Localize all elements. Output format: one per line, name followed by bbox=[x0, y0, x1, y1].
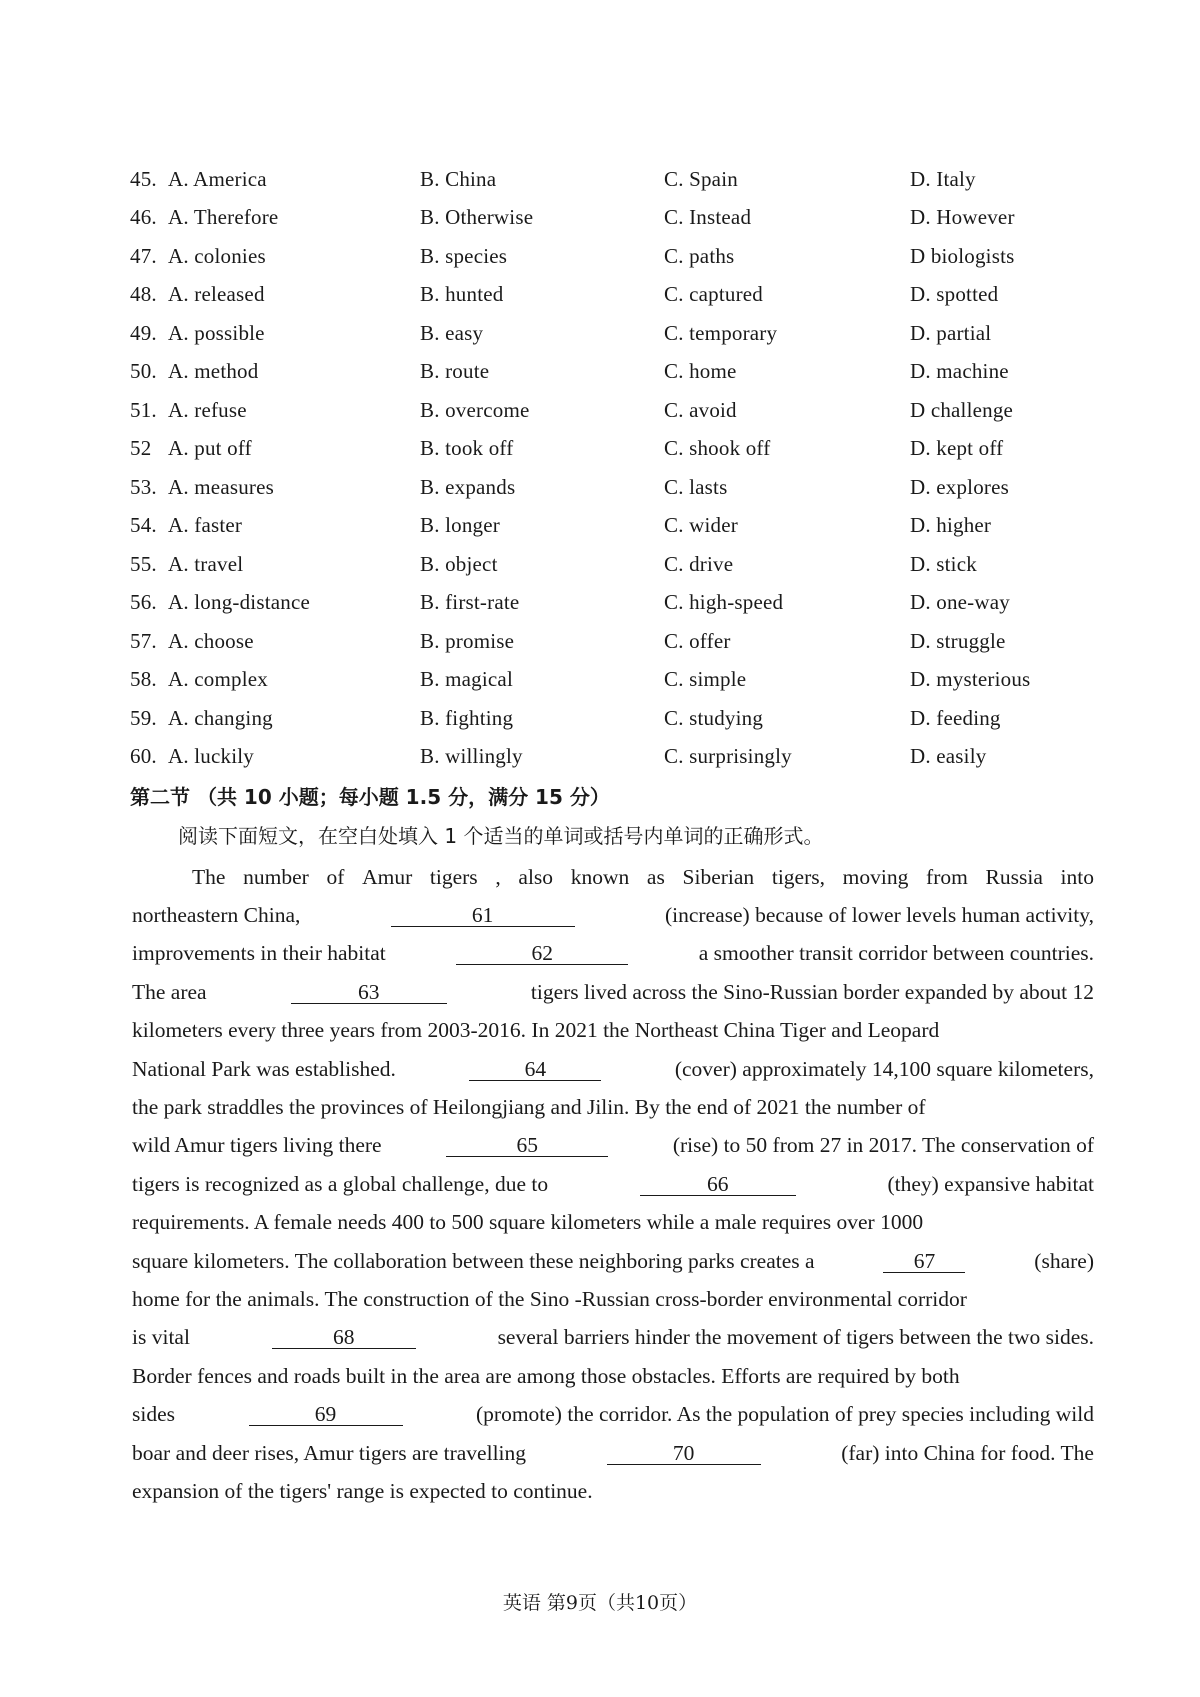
option-d[interactable]: D. feeding bbox=[910, 705, 1001, 730]
passage-word: tigers, bbox=[771, 864, 825, 889]
passage-text: National Park was established. bbox=[132, 1056, 396, 1081]
question-row bbox=[130, 661, 1090, 700]
question-number: 51. bbox=[130, 397, 157, 422]
blank-68[interactable]: 68 bbox=[272, 1326, 416, 1349]
passage-text: sides bbox=[132, 1402, 175, 1427]
passage-text: requirements. A female needs 400 to 500 square kilometers while a male requires over 1000 bbox=[132, 1210, 924, 1235]
option-c[interactable]: C. Spain bbox=[664, 166, 738, 191]
passage-word: as bbox=[646, 864, 665, 889]
page-footer: 英语 第9页（共10页） bbox=[502, 1592, 698, 1614]
passage-word: Siberian bbox=[682, 864, 755, 889]
passage-text: a smoother transit corridor between countries. bbox=[698, 941, 1094, 966]
question-row bbox=[130, 622, 1090, 661]
option-c[interactable]: C. drive bbox=[664, 551, 734, 576]
passage-word: The bbox=[192, 864, 226, 889]
passage-text: improvements in their habitat bbox=[132, 941, 386, 966]
passage-line bbox=[132, 1280, 1094, 1318]
option-c[interactable]: C. paths bbox=[664, 243, 735, 268]
option-a[interactable]: A. possible bbox=[168, 320, 265, 345]
section-title: 第二节 （共 10 小题；每小题 1.5 分，满分 15 分） bbox=[130, 785, 610, 809]
passage-text: boar and deer rises, Amur tigers are travelling bbox=[132, 1440, 527, 1465]
passage-word: from bbox=[926, 864, 968, 889]
question-number: 53. bbox=[130, 474, 157, 499]
passage-text: tigers lived across the Sino-Russian border expanded by about 12 bbox=[530, 979, 1094, 1004]
option-d[interactable]: D. one-way bbox=[910, 590, 1010, 615]
option-b[interactable]: B. route bbox=[420, 359, 490, 384]
option-a[interactable]: A. America bbox=[168, 166, 267, 191]
option-b[interactable]: B. species bbox=[420, 243, 508, 268]
question-number: 59. bbox=[130, 705, 157, 730]
passage-line bbox=[132, 1088, 1094, 1126]
passage-line bbox=[132, 1472, 1094, 1510]
option-c[interactable]: C. lasts bbox=[664, 474, 728, 499]
question-row bbox=[130, 276, 1090, 315]
passage-text: (share) bbox=[1034, 1248, 1094, 1273]
passage-word: tigers bbox=[429, 864, 478, 889]
passage-line bbox=[132, 1395, 1094, 1433]
question-number: 46. bbox=[130, 205, 157, 230]
passage-word: Russia bbox=[985, 864, 1043, 889]
passage-text: tigers is recognized as a global challenge, due to bbox=[132, 1171, 549, 1196]
option-b[interactable]: B. hunted bbox=[420, 282, 504, 307]
question-row bbox=[130, 507, 1090, 546]
option-b[interactable]: B. willingly bbox=[420, 744, 523, 769]
question-row bbox=[130, 545, 1090, 584]
option-a[interactable]: A. faster bbox=[168, 513, 243, 538]
option-b[interactable]: B. easy bbox=[420, 320, 484, 345]
option-d[interactable]: D. partial bbox=[910, 320, 992, 345]
answer-options-table bbox=[130, 160, 1090, 776]
option-a[interactable]: A. Therefore bbox=[168, 205, 279, 230]
option-d[interactable]: D. stick bbox=[910, 551, 977, 576]
option-c[interactable]: C. Instead bbox=[664, 205, 752, 230]
option-a[interactable]: A. travel bbox=[168, 551, 244, 576]
passage-line bbox=[132, 973, 1094, 1011]
passage-line bbox=[132, 1127, 1094, 1165]
question-number: 56. bbox=[130, 590, 157, 615]
reading-passage bbox=[132, 858, 1094, 1511]
question-row bbox=[130, 391, 1090, 430]
passage-text: (promote) the corridor. As the population of prey species including wild bbox=[476, 1402, 1094, 1427]
question-number: 55. bbox=[130, 551, 157, 576]
passage-text: (increase) because of lower levels human activity, bbox=[664, 903, 1094, 928]
option-b[interactable]: B. first-rate bbox=[420, 590, 520, 615]
blank-67[interactable]: 67 bbox=[883, 1250, 965, 1273]
option-a[interactable]: A. changing bbox=[168, 705, 273, 730]
passage-text: northeastern China, bbox=[132, 903, 301, 928]
option-c[interactable]: C. wider bbox=[664, 513, 738, 538]
option-d[interactable]: D. higher bbox=[910, 513, 992, 538]
passage-text: kilometers every three years from 2003-2016. In 2021 the Northeast China Tiger and Leopard bbox=[132, 1018, 940, 1043]
passage-word: of bbox=[326, 864, 345, 889]
question-number: 58. bbox=[130, 667, 157, 692]
question-number: 60. bbox=[130, 744, 157, 769]
option-a[interactable]: A. put off bbox=[168, 436, 252, 461]
option-b[interactable]: B. overcome bbox=[420, 397, 530, 422]
option-d[interactable]: D. mysterious bbox=[910, 667, 1031, 692]
option-d[interactable]: D. explores bbox=[910, 474, 1010, 499]
passage-text: expansion of the tigers' range is expected to continue. bbox=[132, 1478, 593, 1503]
option-d[interactable]: D. However bbox=[910, 205, 1015, 230]
blank-61[interactable]: 61 bbox=[391, 904, 575, 927]
option-b[interactable]: B. expands bbox=[420, 474, 516, 499]
passage-text: is vital bbox=[132, 1325, 190, 1350]
option-b[interactable]: B. China bbox=[420, 166, 497, 191]
passage-text: home for the animals. The construction of the Sino -Russian cross-border environmental corridor bbox=[132, 1286, 967, 1311]
question-number: 49. bbox=[130, 320, 157, 345]
question-number: 52 bbox=[130, 436, 152, 461]
option-c[interactable]: C. shook off bbox=[664, 436, 771, 461]
passage-text: square kilometers. The collaboration between these neighboring parks creates a bbox=[132, 1248, 815, 1273]
option-a[interactable]: A. method bbox=[168, 359, 259, 384]
passage-text: several barriers hinder the movement of tigers between the two sides. bbox=[497, 1325, 1094, 1350]
passage-line bbox=[132, 1319, 1094, 1357]
option-d[interactable]: D. Italy bbox=[910, 166, 976, 191]
blank-66[interactable]: 66 bbox=[640, 1173, 796, 1196]
passage-word: Amur bbox=[362, 864, 413, 889]
passage-line bbox=[132, 1165, 1094, 1203]
question-number: 45. bbox=[130, 166, 157, 191]
passage-word: known bbox=[570, 864, 630, 889]
passage-line bbox=[132, 858, 1094, 896]
option-b[interactable]: B. magical bbox=[420, 667, 513, 692]
option-a[interactable]: A. released bbox=[168, 282, 265, 307]
question-number: 48. bbox=[130, 282, 157, 307]
option-a[interactable]: A. choose bbox=[168, 628, 254, 653]
option-c[interactable]: C. captured bbox=[664, 282, 763, 307]
passage-text: (cover) approximately 14,100 square kilometers, bbox=[674, 1056, 1094, 1081]
blank-69[interactable]: 69 bbox=[249, 1403, 403, 1426]
option-d[interactable]: D. kept off bbox=[910, 436, 1004, 461]
passage-text: (far) into China for food. The bbox=[841, 1440, 1094, 1465]
option-c[interactable]: C. studying bbox=[664, 705, 764, 730]
passage-line bbox=[132, 896, 1094, 934]
question-number: 50. bbox=[130, 359, 157, 384]
passage-line bbox=[132, 1434, 1094, 1472]
option-d[interactable]: D. machine bbox=[910, 359, 1009, 384]
question-row bbox=[130, 584, 1090, 623]
blank-65[interactable]: 65 bbox=[446, 1134, 608, 1157]
passage-line bbox=[132, 1050, 1094, 1088]
question-row bbox=[130, 468, 1090, 507]
question-number: 57. bbox=[130, 628, 157, 653]
passage-word: , bbox=[495, 864, 501, 889]
question-row bbox=[130, 738, 1090, 777]
passage-text: (they) expansive habitat bbox=[887, 1171, 1094, 1196]
option-d[interactable]: D. easily bbox=[910, 744, 987, 769]
passage-text: (rise) to 50 from 27 in 2017. The conservation of bbox=[672, 1133, 1094, 1158]
option-d[interactable]: D. spotted bbox=[910, 282, 999, 307]
blank-70[interactable]: 70 bbox=[607, 1442, 761, 1465]
option-c[interactable]: C. surprisingly bbox=[664, 744, 792, 769]
option-b[interactable]: B. fighting bbox=[420, 705, 514, 730]
question-row bbox=[130, 353, 1090, 392]
option-a[interactable]: A. luckily bbox=[168, 744, 254, 769]
option-c[interactable]: C. simple bbox=[664, 667, 747, 692]
question-row bbox=[130, 199, 1090, 238]
passage-line bbox=[132, 1204, 1094, 1242]
option-c[interactable]: C. avoid bbox=[664, 397, 737, 422]
question-row bbox=[130, 160, 1090, 199]
option-b[interactable]: B. promise bbox=[420, 628, 515, 653]
passage-text: wild Amur tigers living there bbox=[132, 1133, 382, 1158]
passage-text: Border fences and roads built in the area are among those obstacles. Efforts are required by both bbox=[132, 1363, 960, 1388]
option-a[interactable]: A. refuse bbox=[168, 397, 247, 422]
question-row bbox=[130, 699, 1090, 738]
option-b[interactable]: B. object bbox=[420, 551, 498, 576]
passage-text: The area bbox=[132, 979, 207, 1004]
passage-word: moving bbox=[842, 864, 909, 889]
passage-text: the park straddles the provinces of Heilongjiang and Jilin. By the end of 2021 the number of bbox=[132, 1095, 926, 1120]
question-row bbox=[130, 430, 1090, 469]
question-number: 47. bbox=[130, 243, 157, 268]
option-c[interactable]: C. temporary bbox=[664, 320, 778, 345]
blank-62[interactable]: 62 bbox=[456, 942, 628, 965]
option-a[interactable]: A. colonies bbox=[168, 243, 266, 268]
passage-word: number bbox=[243, 864, 309, 889]
passage-line bbox=[132, 935, 1094, 973]
option-d[interactable]: D challenge bbox=[910, 397, 1014, 422]
option-b[interactable]: B. longer bbox=[420, 513, 500, 538]
option-d[interactable]: D. struggle bbox=[910, 628, 1006, 653]
option-c[interactable]: C. offer bbox=[664, 628, 731, 653]
option-a[interactable]: A. measures bbox=[168, 474, 275, 499]
option-c[interactable]: C. high-speed bbox=[664, 590, 784, 615]
option-d[interactable]: D biologists bbox=[910, 243, 1015, 268]
option-b[interactable]: B. Otherwise bbox=[420, 205, 534, 230]
option-a[interactable]: A. complex bbox=[168, 667, 268, 692]
passage-word: into bbox=[1060, 864, 1094, 889]
question-number: 54. bbox=[130, 513, 157, 538]
question-row bbox=[130, 314, 1090, 353]
option-b[interactable]: B. took off bbox=[420, 436, 514, 461]
passage-line bbox=[132, 1242, 1094, 1280]
option-a[interactable]: A. long-distance bbox=[168, 590, 310, 615]
section-instruction: 阅读下面短文，在空白处填入 1 个适当的单词或括号内单词的正确形式。 bbox=[178, 824, 824, 848]
option-c[interactable]: C. home bbox=[664, 359, 737, 384]
blank-63[interactable]: 63 bbox=[291, 981, 447, 1004]
passage-line bbox=[132, 1357, 1094, 1395]
blank-64[interactable]: 64 bbox=[469, 1058, 601, 1081]
passage-word: also bbox=[518, 864, 554, 889]
question-row bbox=[130, 237, 1090, 276]
passage-line bbox=[132, 1012, 1094, 1050]
